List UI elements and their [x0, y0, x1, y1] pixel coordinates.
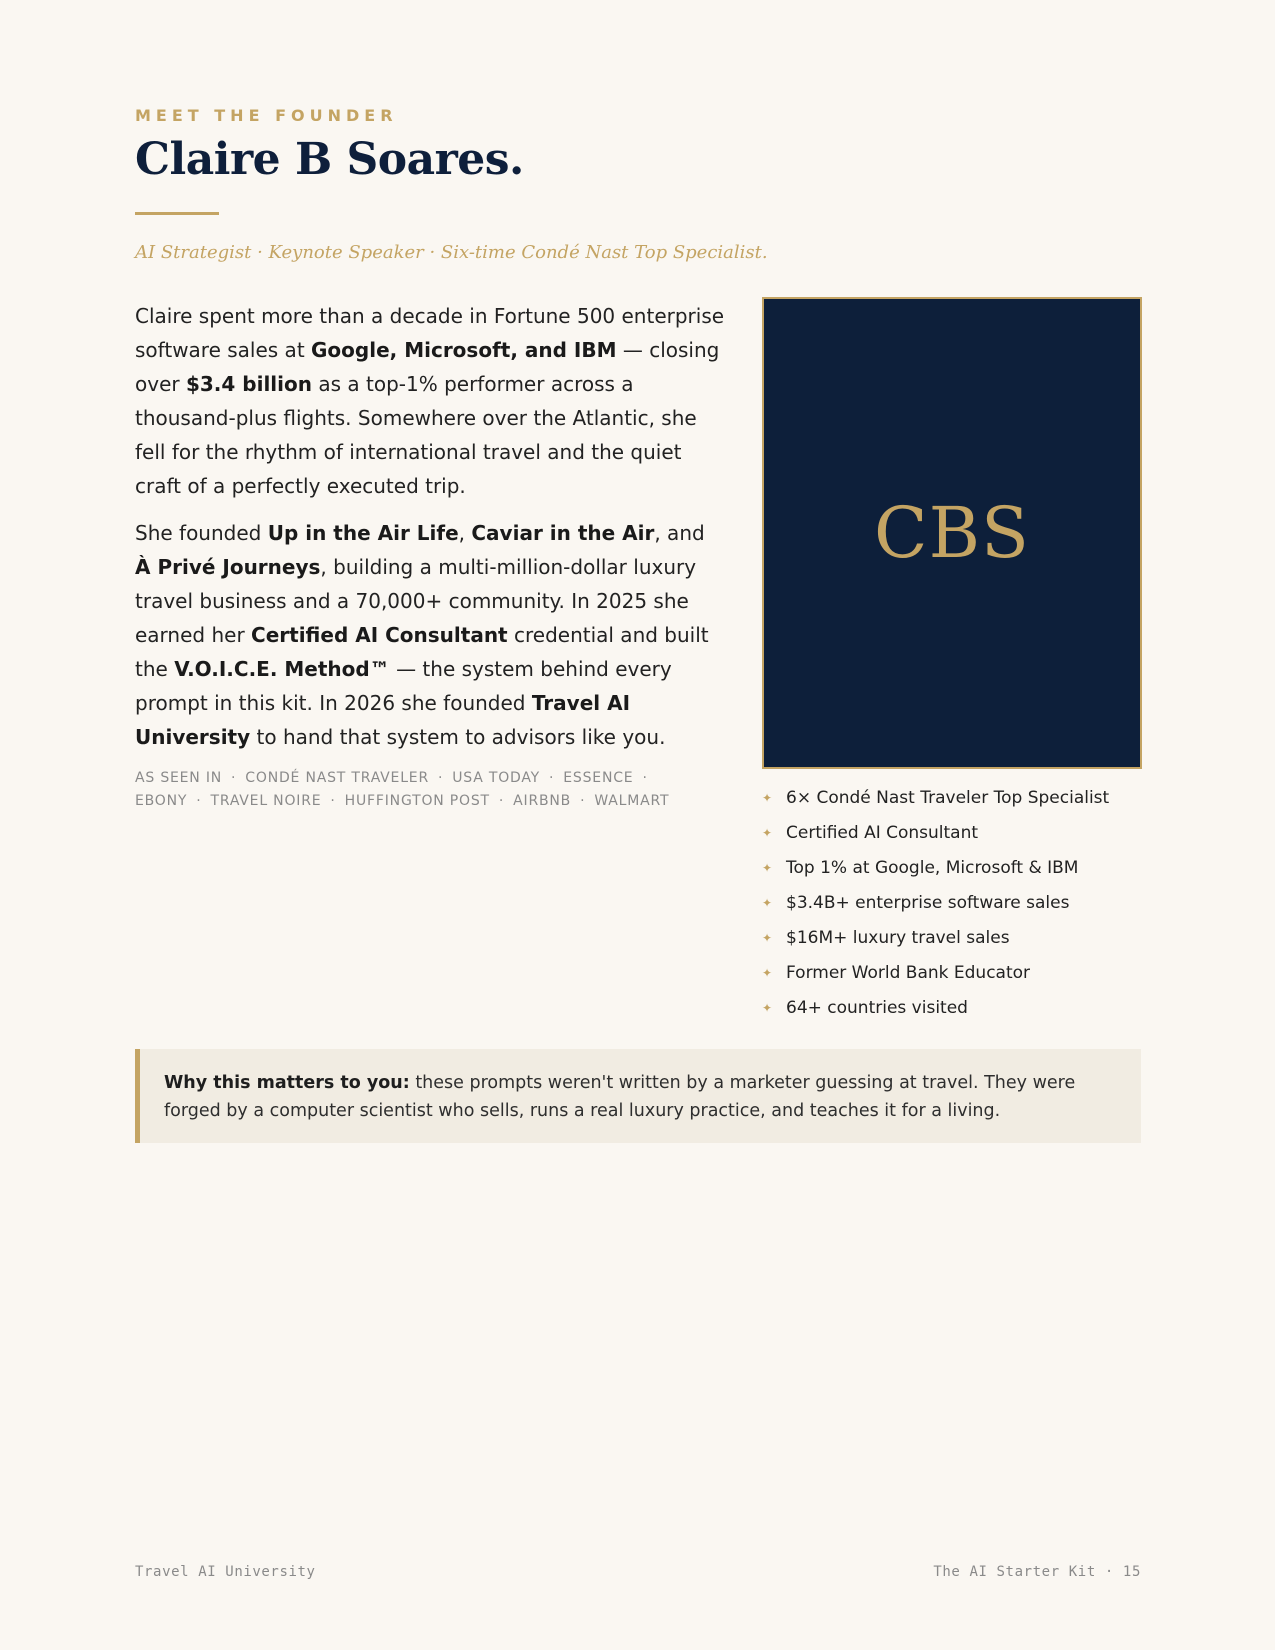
- four-point-star-icon: ✦: [762, 860, 773, 875]
- press-separator: ·: [437, 770, 444, 786]
- four-point-star-icon: ✦: [762, 895, 773, 910]
- credentials-list: [762, 780, 1142, 1025]
- bio-emphasis: Up in the Air Life: [267, 521, 459, 545]
- page-title: Claire B Soares.: [135, 134, 524, 185]
- press-separator: ·: [580, 793, 586, 809]
- bio-text: Claire spent more than a decade in Fortune 500 enterprise software sales at: [135, 304, 725, 362]
- press-separator: ·: [642, 770, 648, 786]
- callout-body: these prompts weren't written by a marketer guessing at travel. They were forged by a computer scientist who sells, runs a real luxury practice, and teaches it for a living.: [164, 1073, 1076, 1121]
- founder-page: [135, 0, 1141, 1650]
- credential-item: [762, 885, 1142, 920]
- bio-text: to hand that system to advisors like you.: [250, 725, 666, 749]
- footer-brand: Travel AI University: [135, 1564, 316, 1580]
- press-outlet: CONDÉ NAST TRAVELER: [245, 770, 429, 786]
- press-separator: ·: [498, 793, 505, 809]
- credential-item: [762, 990, 1142, 1025]
- press-outlet: HUFFINGTON POST: [344, 793, 490, 809]
- credential-text: 6× Condé Nast Traveler Top Specialist: [786, 787, 1110, 808]
- bio-text: , building a multi-million-dollar luxury travel business and a 70,000+ community. In 2025 she earned her: [135, 555, 697, 647]
- four-point-star-icon: ✦: [762, 825, 773, 840]
- founder-monogram-card: [762, 297, 1142, 769]
- credential-text: $3.4B+ enterprise software sales: [786, 892, 1070, 913]
- credential-text: Former World Bank Educator: [786, 962, 1031, 983]
- bio-emphasis: Travel AI University: [135, 691, 631, 749]
- press-separator: ·: [330, 793, 336, 809]
- press-outlet: ESSENCE: [563, 770, 634, 786]
- bio-emphasis: Google, Microsoft, and IBM: [311, 338, 617, 362]
- bio-emphasis: V.O.I.C.E. Method™: [174, 657, 390, 681]
- bio-paragraph-2: [135, 516, 725, 754]
- press-separator: ·: [549, 770, 555, 786]
- press-outlet: AIRBNB: [513, 793, 572, 809]
- founder-bio: [135, 299, 725, 767]
- bio-text: , and: [654, 521, 705, 545]
- credential-text: 64+ countries visited: [786, 997, 968, 1018]
- credential-item: [762, 815, 1142, 850]
- four-point-star-icon: ✦: [762, 1000, 773, 1015]
- press-outlet: USA TODAY: [452, 770, 541, 786]
- press-outlet: TRAVEL NOIRE: [210, 793, 322, 809]
- why-it-matters-callout: [135, 1049, 1141, 1143]
- footer-page-number: The AI Starter Kit · 15: [933, 1564, 1141, 1580]
- credential-text: Certified AI Consultant: [786, 822, 979, 843]
- bio-emphasis: À Privé Journeys: [135, 555, 321, 579]
- callout-lead: Why this matters to you:: [164, 1073, 410, 1093]
- title-divider: [135, 212, 219, 215]
- bio-emphasis: Certified AI Consultant: [251, 623, 508, 647]
- bio-text: — closing over: [135, 338, 720, 396]
- section-eyebrow: MEET THE FOUNDER: [135, 106, 398, 125]
- bio-text: ,: [458, 521, 472, 545]
- press-mentions: [135, 767, 715, 813]
- press-separator: ·: [231, 770, 237, 786]
- four-point-star-icon: ✦: [762, 790, 773, 805]
- press-separator: ·: [196, 793, 202, 809]
- bio-emphasis: Caviar in the Air: [471, 521, 655, 545]
- bio-text: credential and built the: [135, 623, 709, 681]
- monogram: CBS: [874, 492, 1030, 574]
- bio-text: — the system behind every prompt in this kit. In 2026 she founded: [135, 657, 672, 715]
- credential-item: [762, 955, 1142, 990]
- bio-text: She founded: [135, 521, 268, 545]
- four-point-star-icon: ✦: [762, 930, 773, 945]
- press-label: AS SEEN IN: [135, 770, 223, 786]
- credential-item: [762, 780, 1142, 815]
- bio-paragraph-1: [135, 299, 725, 503]
- credential-item: [762, 920, 1142, 955]
- press-outlet: EBONY: [135, 793, 188, 809]
- press-outlet: WALMART: [594, 793, 670, 809]
- founder-tagline: AI Strategist · Keynote Speaker · Six-time Condé Nast Top Specialist.: [135, 242, 768, 263]
- credential-text: Top 1% at Google, Microsoft & IBM: [786, 857, 1079, 878]
- four-point-star-icon: ✦: [762, 965, 773, 980]
- credential-item: [762, 850, 1142, 885]
- credential-text: $16M+ luxury travel sales: [786, 927, 1010, 948]
- bio-text: as a top-1% performer across a thousand-plus flights. Somewhere over the Atlantic, she fell for the rhythm of international travel and the quiet craft of a perfectly executed trip.: [135, 372, 697, 498]
- bio-emphasis: $3.4 billion: [185, 372, 312, 396]
